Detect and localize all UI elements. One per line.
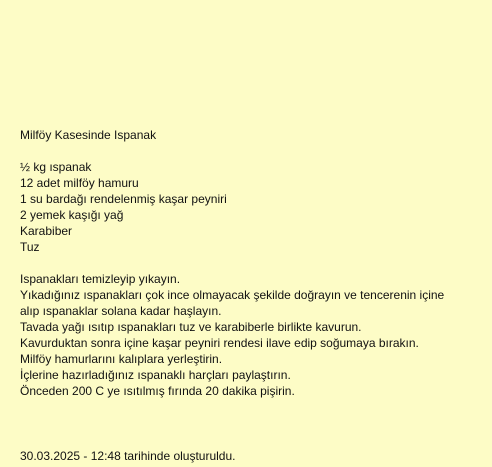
instruction-line: Önceden 200 C ye ısıtılmış fırında 20 dakika pişirin.: [20, 384, 295, 398]
ingredient-line: 1 su bardağı rendelenmiş kaşar peyniri: [20, 192, 227, 206]
ingredients-list: [20, 159, 480, 255]
instruction-line: Tavada yağı ısıtıp ıspanakları tuz ve karabiberle birlikte kavurun.: [20, 320, 362, 334]
instruction-line: Milföy hamurlarını kalıplara yerleştirin.: [20, 352, 223, 366]
created-timestamp: 30.03.2025 - 12:48 tarihinde oluşturuldu.: [20, 449, 236, 463]
ingredient-line: 12 adet milföy hamuru: [20, 176, 139, 190]
ingredient-line: Karabiber: [20, 224, 73, 238]
note-content: [20, 127, 480, 399]
instruction-line: alıp ıspanaklar solana kadar haşlayın.: [20, 304, 222, 318]
instructions-list: [20, 271, 480, 399]
instruction-line: Kavurduktan sonra içine kaşar peyniri rendesi ilave edip soğumaya bırakın.: [20, 336, 419, 350]
ingredient-line: ½ kg ıspanak: [20, 160, 92, 174]
instruction-line: Ispanakları temizleyip yıkayın.: [20, 272, 181, 286]
instruction-line: İçlerine hazırladığınız ıspanaklı harçları paylaştırın.: [20, 368, 291, 382]
ingredient-line: Tuz: [20, 240, 40, 254]
instruction-line: Yıkadığınız ıspanakları çok ince olmayacak şekilde doğrayın ve tencerenin içine: [20, 288, 445, 302]
note-title: Milföy Kasesinde Ispanak: [20, 128, 157, 142]
ingredient-line: 2 yemek kaşığı yağ: [20, 208, 124, 222]
